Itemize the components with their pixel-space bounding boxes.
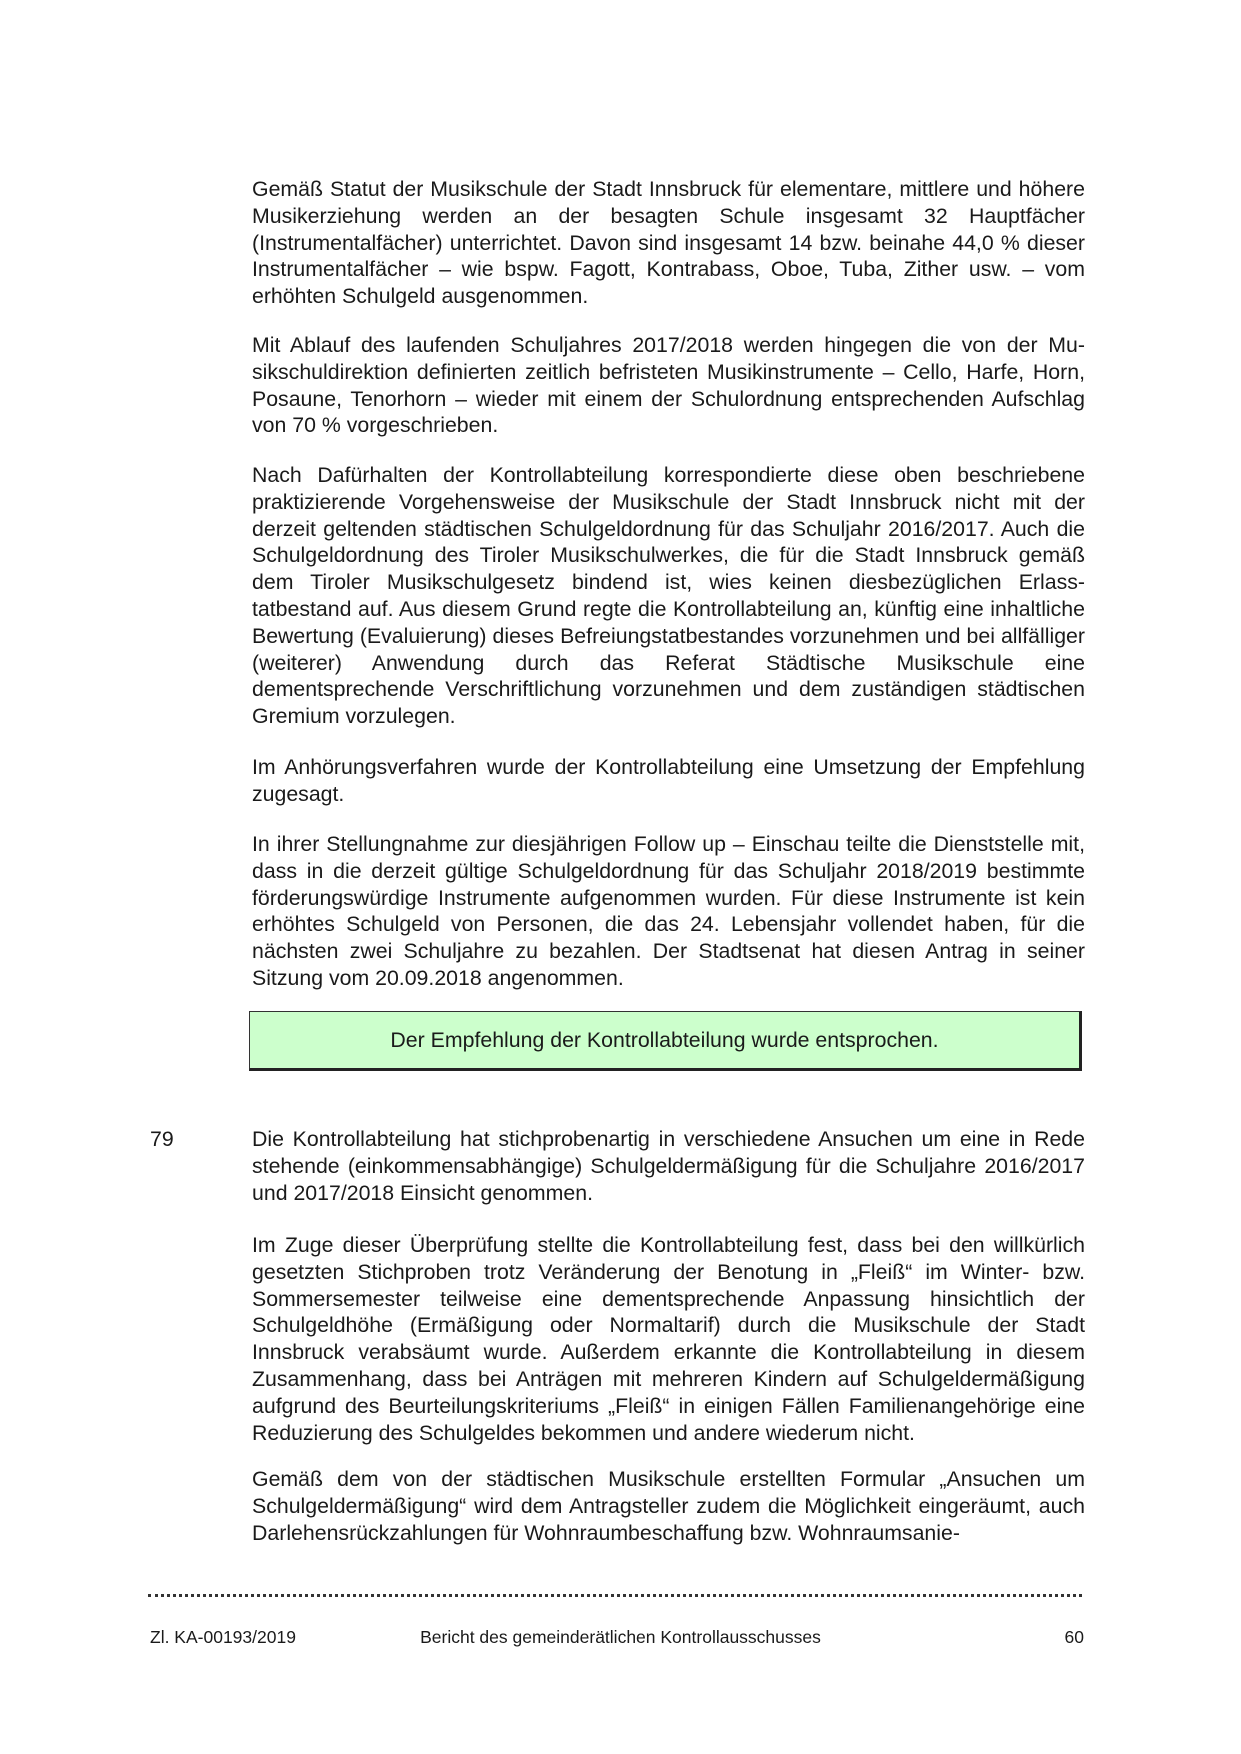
footer-divider bbox=[148, 1582, 1082, 1597]
footer-title: Bericht des gemeinderätlichen Kontrollausschusses bbox=[420, 1627, 821, 1647]
paragraph-section-intro: Die Kontrollabteilung hat stichprobenartig in verschiedene Ansuchen um eine in Rede stehende (einkommensabhängige) Schulgeldermäßigung für die Schuljahre 2016/2017 und 2017/2018 Einsicht genommen. bbox=[252, 1127, 1085, 1205]
footer-reference: Zl. KA-00193/2019 bbox=[150, 1627, 296, 1647]
result-text: Der Empfehlung der Kontrollabteilung wurde entsprochen. bbox=[390, 1027, 939, 1052]
paragraph-anhoerung: Im Anhörungsverfahren wurde der Kontrollabteilung eine Umsetzung der Empfehlung zugesagt. bbox=[252, 755, 1085, 806]
section-number: 79 bbox=[150, 1127, 174, 1151]
footer-page-number: 60 bbox=[1064, 1627, 1084, 1647]
paragraph-section-formular: Gemäß dem von der städtischen Musikschule erstellten Formular „Ansuchen um Schulgeldermäßigung“ wird dem Antragsteller zudem die Möglichkeit eingeräumt, auch Darlehensrückzahlungen für Wohnraumbeschaffung bzw. Wohnraumsanie- bbox=[252, 1467, 1085, 1545]
paragraph-statut: Gemäß Statut der Musikschule der Stadt Innsbruck für elementare, mittlere und höhere Musikerziehung werden an der besagten Schule insgesamt 32 Hauptfächer (Instrumentalfächer) unterrichtet. Davon sind insgesamt 14 bzw. beinahe 44,0 % dieser Instrumentalfächer – wie bspw. Fagott, Kontrabass, Oboe, Tuba, Zither usw. – vom erhöhten Schulgeld ausgenommen. bbox=[252, 177, 1085, 309]
paragraph-schuljahr: Mit Ablauf des laufenden Schuljahres 2017/2018 werden hingegen die von der Musikschuldirektion definierten zeitlich befristeten Musikinstrumente – Cello, Harfe, Horn, Posaune, Tenorhorn – wieder mit einem der Schulordnung entsprechenden Aufschlag von 70 % vorgeschrieben. bbox=[252, 333, 1085, 438]
paragraph-dafuerhalten: Nach Dafürhalten der Kontrollabteilung korrespondierte diese oben beschriebene praktizierende Vorgehensweise der Musikschule der Stadt Innsbruck nicht mit der derzeit geltenden städtischen Schulgeldordnung für das Schuljahr 2016/2017. Auch die Schulgeldordnung des Tiroler Musikschulwerkes, die für die Stadt Innsbruck gemäß dem Tiroler Musikschulgesetz bindend ist, wies keinen diesbezüglichen Erlasstatbestand auf. Aus diesem Grund regte die Kontrollabteilung an, künftig eine inhaltliche Bewertung (Evaluierung) dieses Befreiungstatbestandes vorzunehmen und bei allfälliger (weiterer) Anwendung durch das Referat Städtische Musikschule eine dementsprechende Verschriftlichung vorzunehmen und dem zuständigen städtischen Gremium vorzulegen. bbox=[252, 463, 1085, 729]
paragraph-stellungnahme: In ihrer Stellungnahme zur diesjährigen Follow up – Einschau teilte die Dienststelle mit, dass in die derzeit gültige Schulgeldordnung für das Schuljahr 2018/2019 bestimmte förderungswürdige Instrumente aufgenommen wurden. Für diese Instrumente ist kein erhöhtes Schulgeld von Personen, die das 24. Lebensjahr vollendet haben, für die nächsten zwei Schuljahre zu bezahlen. Der Stadtsenat hat diesen Antrag in seiner Sitzung vom 20.09.2018 angenommen. bbox=[252, 832, 1085, 990]
paragraph-section-findings: Im Zuge dieser Überprüfung stellte die Kontrollabteilung fest, dass bei den willkürlich gesetzten Stichproben trotz Veränderung der Benotung in „Fleiß“ im Winter- bzw. Sommersemester teilweise eine dementsprechende Anpassung hinsichtlich der Schulgeldhöhe (Ermäßigung oder Normaltarif) durch die Musikschule der Stadt Innsbruck verabsäumt wurde. Außerdem erkannte die Kontrollabteilung in diesem Zusammenhang, dass bei Anträgen mit mehreren Kindern auf Schulgeldermäßigung aufgrund des Beurteilungskriteriums „Fleiß“ in einigen Fällen Familienangehörige eine Reduzierung des Schulgeldes bekommen und andere wiederum nicht. bbox=[252, 1233, 1085, 1445]
result-box bbox=[249, 1011, 1082, 1071]
